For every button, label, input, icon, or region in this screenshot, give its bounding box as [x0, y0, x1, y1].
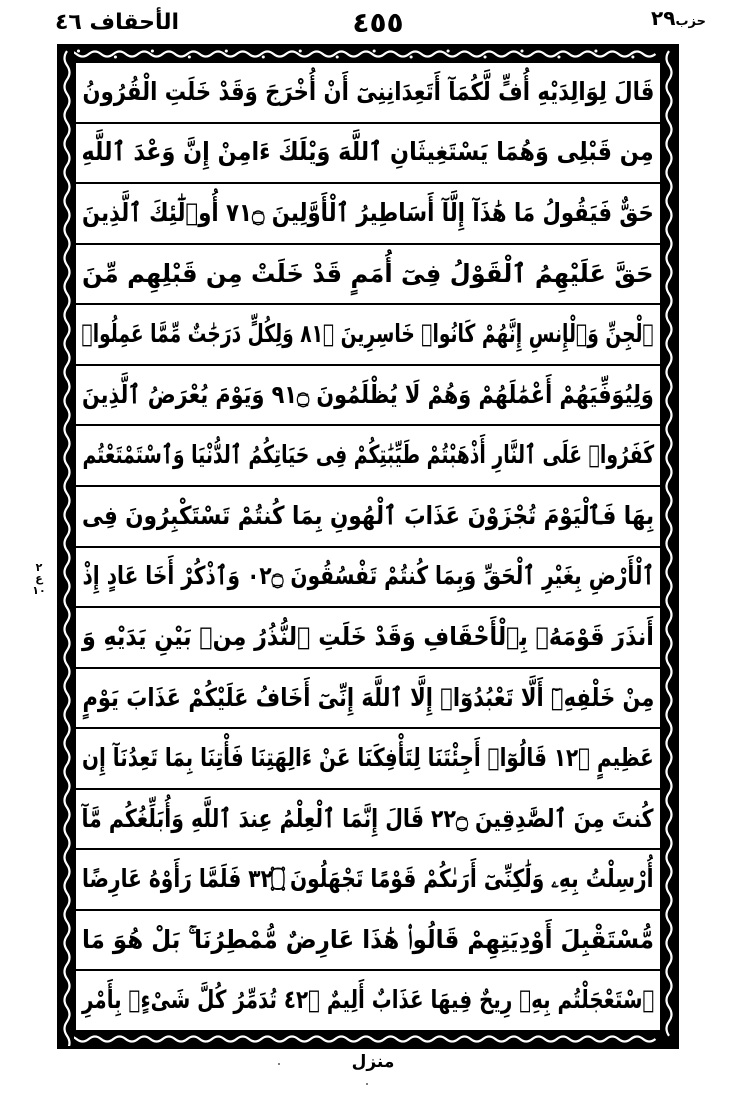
- ruku-ain-icon: ع: [35, 572, 43, 586]
- ayah-line-text: ٱلْأَرْضِ بِغَيْرِ ٱلْحَقِّ وَبِمَا كُنتُمْ تَفْسُقُونَ ۝٢٠ وَٱذْكُرْ أَخَا عَادٍ إِذْ: [82, 561, 654, 591]
- ayah-line: [76, 850, 660, 911]
- ayah-line-text: مُّسْتَقْبِلَ أَوْدِيَتِهِمْ قَالُوا۟ هَٰذَا عَارِضٌ مُّمْطِرُنَا ۚ بَلْ هُوَ مَا: [81, 924, 655, 954]
- ayah-line: [76, 426, 660, 487]
- ayah-line: [76, 184, 660, 245]
- ayah-line-text: مِن قَبْلِى وَهُمَا يَسْتَغِيثَانِ ٱللَّهَ وَيْلَكَ ءَامِنْ إِنَّ وَعْدَ ٱللَّهِ: [81, 137, 655, 167]
- ayah-line-text: كَفَرُوا۟ عَلَى ٱلنَّارِ أَذْهَبْتُمْ طَيِّبَٰتِكُمْ فِى حَيَاتِكُمُ ٱلدُّنْيَا وَٱسْتَمْتَعْتُم: [82, 440, 654, 470]
- ayah-line: [76, 124, 660, 185]
- manzil-footer: منزل: [351, 1052, 395, 1072]
- ayah-line: [76, 790, 660, 851]
- ayah-lines: [76, 63, 660, 1030]
- ayah-line: [76, 548, 660, 609]
- ayah-line: [76, 63, 660, 124]
- juz-word: حزب: [675, 14, 706, 29]
- ayah-line-text: قَالَ لِوَالِدَيْهِ أُفٍّ لَّكُمَآ أَتَعِدَانِنِىٓ أَنْ أُخْرَجَ وَقَدْ خَلَتِ الْقُرُونُ: [82, 76, 654, 106]
- ayah-line-text: حَقَّ عَلَيْهِمُ ٱلْقَوْلُ فِىٓ أُمَمٍ قَدْ خَلَتْ مِن قَبْلِهِم مِّنَ: [82, 258, 654, 288]
- ornamental-border-frame: [57, 44, 679, 1049]
- border-ornament-bottom-icon: [60, 1032, 676, 1046]
- ayah-line-text: حَقٌّ فَيَقُولُ مَا هَٰذَآ إِلَّآ أَسَاطِيرُ ٱلْأَوَّلِينَ ۝١٧ أُو۟لَٰٓئِكَ ٱلَّذِينَ: [82, 198, 654, 228]
- page-number: ٤٥٥: [352, 6, 404, 39]
- surah-title: الأحقاف ٤٦: [55, 10, 180, 35]
- border-ornament-right-icon: [662, 47, 676, 1046]
- ayah-line: [76, 971, 660, 1030]
- juz-label: [651, 8, 706, 28]
- border-ornament-left-icon: [60, 47, 74, 1046]
- ayah-line-text: بِهَا فَٱلْيَوْمَ تُجْزَوْنَ عَذَابَ ٱلْهُونِ بِمَا كُنتُمْ تَسْتَكْبِرُونَ فِى: [81, 500, 655, 530]
- ayah-line-text: وَلِيُوَفِّيَهُمْ أَعْمَٰلَهُمْ وَهُمْ لَا يُظْلَمُونَ ۝١٩ وَيَوْمَ يُعْرَضُ ٱلَّذِينَ: [82, 379, 654, 409]
- ayah-line: [76, 911, 660, 972]
- ayah-line-text: ٱلْجِنِّ وَٱلْإِنسِ إِنَّهُمْ كَانُوا۟ خَاسِرِينَ ۝١٨ وَلِكُلٍّ دَرَجَٰتٌ مِّمَّا عَمِلُوا۟: [81, 319, 655, 349]
- scan-speck: [366, 1083, 368, 1085]
- ayah-line: [76, 729, 660, 790]
- ayah-line: [76, 366, 660, 427]
- ayah-line: [76, 305, 660, 366]
- ayah-line-text: عَظِيمٍ ۝٢١ قَالُوٓا۟ أَجِئْتَنَا لِتَأْفِكَنَا عَنْ ءَالِهَتِنَا فَأْتِنَا بِمَا تَعِدُنَآ إِن: [82, 743, 654, 773]
- ruku-marker: [26, 548, 52, 610]
- ayah-line: [76, 487, 660, 548]
- ayah-line: [76, 669, 660, 730]
- ruku-bottom-number: ١٠: [32, 583, 46, 597]
- page-header: [40, 6, 716, 46]
- border-ornament-top-icon: [60, 47, 676, 61]
- ruku-top-number: ٢: [35, 560, 43, 574]
- ayah-line-text: ٱسْتَعْجَلْتُم بِهِۦ رِيحٌ فِيهَا عَذَابٌ أَلِيمٌ ۝٢٤ تُدَمِّرُ كُلَّ شَىْءٍۭ بِأَمْرِ: [81, 985, 655, 1015]
- ayah-line: [76, 245, 660, 306]
- ayah-line-text: مِنْ خَلْفِهِۦٓ أَلَّا تَعْبُدُوٓا۟ إِلَّا ٱللَّهَ إِنِّىٓ أَخَافُ عَلَيْكُمْ عَذَابَ يَوْمٍ: [82, 682, 654, 712]
- ayah-line-text: أَنذَرَ قَوْمَهُۥ بِٱلْأَحْقَافِ وَقَدْ خَلَتِ ٱلنُّذُرُ مِنۢ بَيْنِ يَدَيْهِ وَ: [82, 621, 654, 651]
- scan-speck: [278, 1063, 280, 1065]
- ayah-line-text: أُرْسِلْتُ بِهِۦ وَلَٰكِنِّىٓ أَرَىٰكُمْ قَوْمًا تَجْهَلُونَ ۝٢٣ فَلَمَّا رَأَوْهُ عَارِضًا: [82, 864, 654, 894]
- ayah-line: [76, 608, 660, 669]
- ayah-line-text: كُنتَ مِنَ ٱلصَّٰدِقِينَ ۝٢٢ قَالَ إِنَّمَا ٱلْعِلْمُ عِندَ ٱللَّهِ وَأُبَلِّغُكُم مَّآ: [81, 803, 655, 833]
- text-block: [74, 61, 662, 1032]
- juz-number: ٢٩: [651, 6, 676, 30]
